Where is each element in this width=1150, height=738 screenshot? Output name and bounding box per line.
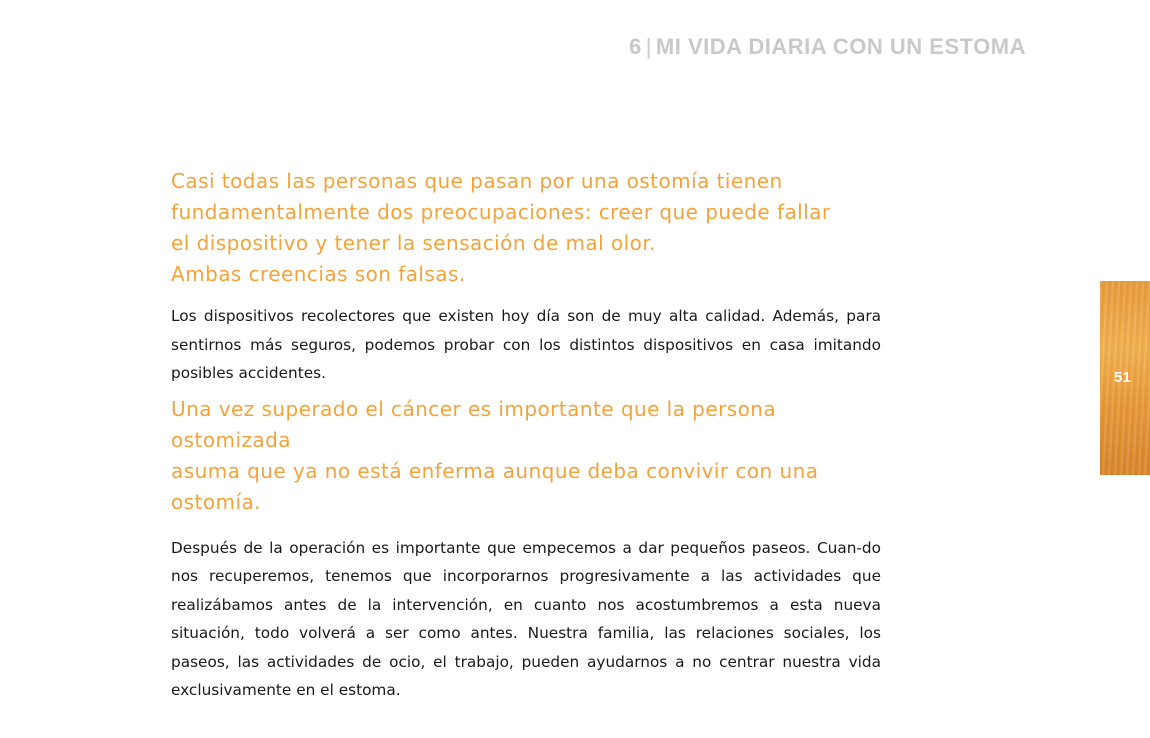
running-header: [629, 34, 1026, 60]
highlight-quote-1: Casi todas las personas que pasan por una ostomía tienen fundamentalmente dos preocupaciones: creer que puede fallar el dispositivo y tener la sensación de mal olor. Ambas creencias son falsas.: [171, 169, 831, 286]
page-number: 51: [1114, 369, 1131, 386]
highlight-quote-2: Una vez superado el cáncer es importante que la persona ostomizada asuma que ya no está enferma aunque deba convivir con una ostomía.: [171, 396, 819, 514]
page-content: [171, 166, 881, 705]
chapter-title: MI VIDA DIARIA CON UN ESTOMA: [655, 34, 1026, 59]
body-paragraph-2: Después de la operación es importante que empecemos a dar pequeños paseos. Cuan-do nos recuperemos, tenemos que incorporarnos progresivamente a las actividades que realizábamos antes de la intervención, en cuanto nos acostumbremos a esta nueva situación, todo volverá a ser como antes. Nuestra familia, las relaciones sociales, los paseos, las actividades de ocio, el trabajo, pueden ayudarnos a no centrar nuestra vida exclusivamente en el estoma.: [171, 538, 881, 699]
header-separator: |: [645, 34, 652, 59]
chapter-number: 6: [628, 34, 642, 59]
page-number-tab: [1100, 281, 1150, 475]
body-paragraph-1: Los dispositivos recolectores que existen hoy día son de muy alta calidad. Además, para sentirnos más seguros, podemos probar con los distintos dispositivos en casa imitando posibles accidentes.: [171, 307, 881, 382]
